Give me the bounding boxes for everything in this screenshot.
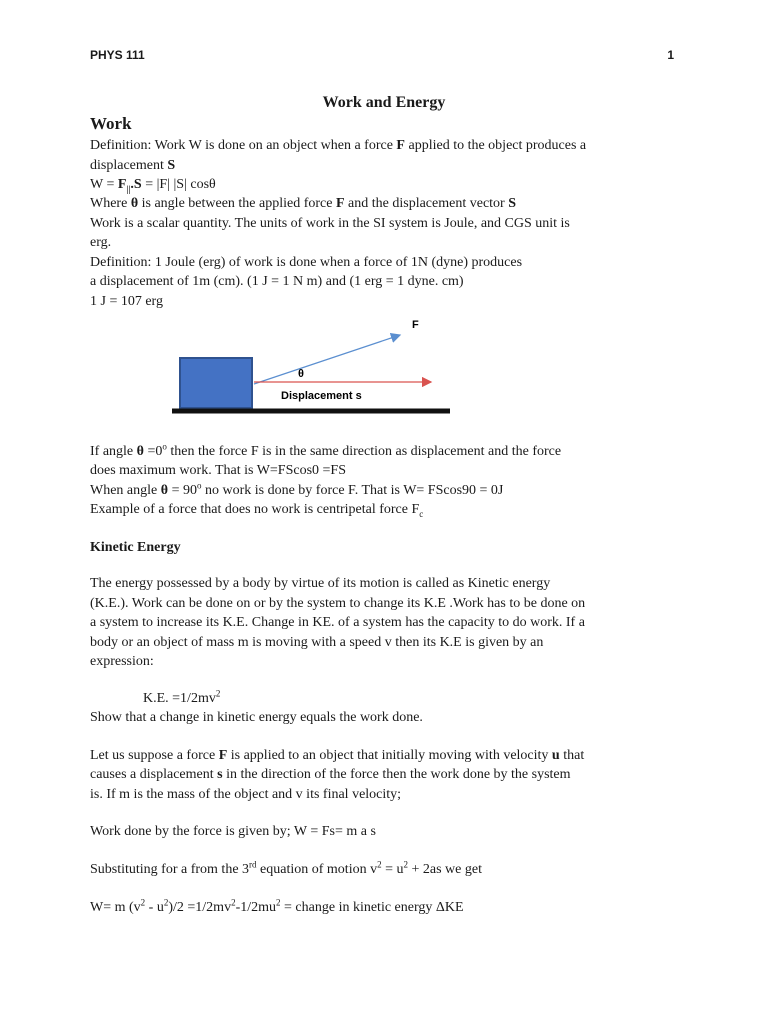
work-scalar-line2: erg. [90,235,112,250]
derivation-line3: is. If m is the mass of the object and v its final velocity; [90,787,402,802]
header-course: PHYS 111 [90,48,145,62]
block [180,358,252,408]
derivation-line1: Let us suppose a force F is applied to an object that initially moving with velocity u that [90,748,585,763]
work-equation: $W = F_{||}.S = |F|$ |S| cosθ [90,177,216,194]
ke-paragraph-line3: a system to increase its K.E. Change in KE. of a system has the capacity to do work. If a [90,615,585,630]
substitution-line: Substituting for a from the 3rd equation of motion $v^2 = u^2 + 2as$ we get [90,859,482,877]
ke-equation: K.E. $=1/2mv^2$ [143,688,221,706]
page-title: Work and Energy [322,94,446,111]
ke-paragraph-line5: expression: [90,654,154,669]
derivation-line2: causes a displacement s in the direction of the force then the work done by the system [90,767,571,782]
work-done-equation: Work done by the force is given by; W = Fs= m a s [90,824,376,839]
ke-paragraph-line1: The energy possessed by a body by virtue of its motion is called as Kinetic energy [90,576,551,591]
centripetal-example: Example of a force that does no work is centripetal force $F_c$ [90,502,424,519]
work-definition-line1: Definition: Work W is done on an object when a force F applied to the object produces a [90,138,587,153]
joule-definition-line1: Definition: 1 Joule (erg) of work is done when a force of 1N (dyne) produces [90,255,523,270]
work-where-line: Where θ is angle between the applied force F and the displacement vector S [90,196,517,211]
joule-definition-line2: a displacement of 1m (cm). (1 J = 1 N m) and (1 erg = 1 dyne. cm) [90,274,464,289]
force-displacement-diagram [168,314,458,418]
angle-label: θ [298,368,304,380]
work-definition-line2: displacement S [90,158,176,173]
force-label: F [412,319,419,331]
section-heading-kinetic-energy: Kinetic Energy [90,540,181,555]
angle-zero-line2: does maximum work. That is W=FScos0 =FS [90,463,347,478]
header-page-number: 1 [667,48,674,62]
ke-paragraph-line4: body or an object of mass m is moving with a speed v then its K.E is given by an [90,635,544,650]
ke-paragraph-line2: (K.E.). Work can be done on or by the system to change its K.E .Work has to be done on [90,596,586,611]
angle-zero-line1: If angle $\theta =0^o$ then the force F is in the same direction as displacement and the force [90,441,562,459]
angle-ninety-line: When angle $\theta = 90^o$ no work is done by force F. That is W= FScos90 = 0J [90,480,504,498]
force-vector-arrow [254,335,400,384]
displacement-label: Displacement s [281,390,362,402]
work-scalar-line1: Work is a scalar quantity. The units of work in the SI system is Joule, and CGS unit is [90,216,570,231]
final-equation: W= m $(v^2 - u^2)/2 =1/2mv^2-1/2mu^2$ = change in kinetic energy ΔKE [90,897,464,915]
section-heading-work: Work [90,114,132,133]
show-statement: Show that a change in kinetic energy equals the work done. [90,710,423,725]
joule-erg-relation: 1 J = 107 erg [90,294,163,309]
